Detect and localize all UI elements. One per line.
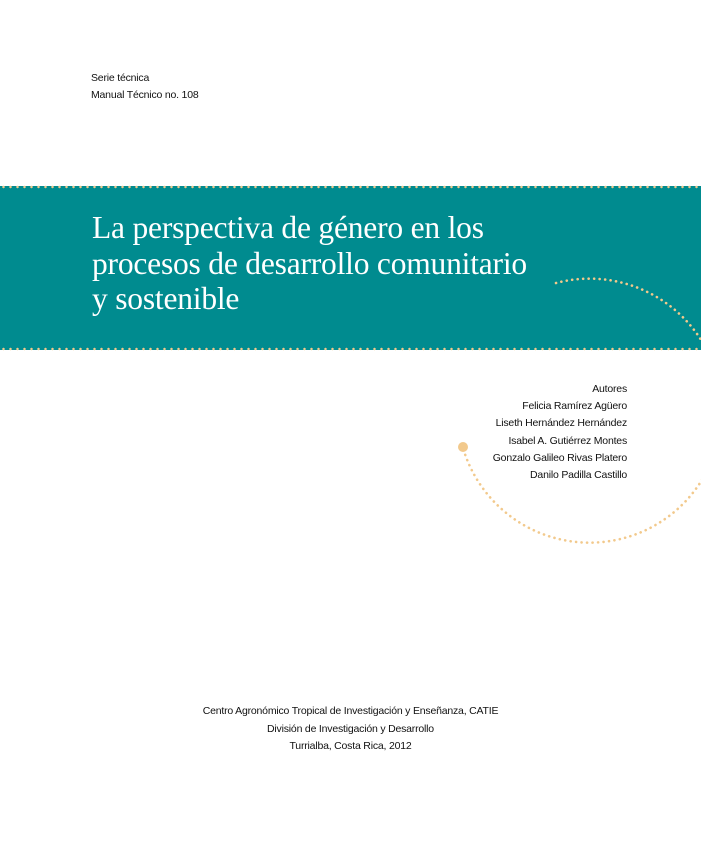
author-name: Isabel A. Gutiérrez Montes	[508, 434, 627, 447]
manual-number: Manual Técnico no. 108	[91, 89, 199, 101]
title-line-1: La perspectiva de género en los	[92, 210, 484, 245]
institution-name: Centro Agronómico Tropical de Investigación y Enseñanza, CATIE	[202, 705, 499, 717]
institution-block	[0, 703, 701, 756]
author-name: Liseth Hernández Hernández	[495, 417, 627, 430]
authors-block	[493, 381, 627, 484]
series-name: Serie técnica	[91, 72, 150, 84]
place-and-year: Turrialba, Costa Rica, 2012	[289, 740, 412, 752]
authors-heading: Autores	[592, 383, 627, 395]
title-line-3: y sostenible	[92, 281, 240, 316]
author-name: Danilo Padilla Castillo	[530, 469, 627, 482]
author-name: Gonzalo Galileo Rivas Platero	[492, 451, 627, 464]
division-name: División de Investigación y Desarrollo	[267, 722, 434, 735]
author-name: Felicia Ramírez Agüero	[522, 400, 627, 413]
title-line-2: procesos de desarrollo comunitario	[92, 245, 527, 281]
arc-endpoint-dot	[458, 442, 468, 452]
